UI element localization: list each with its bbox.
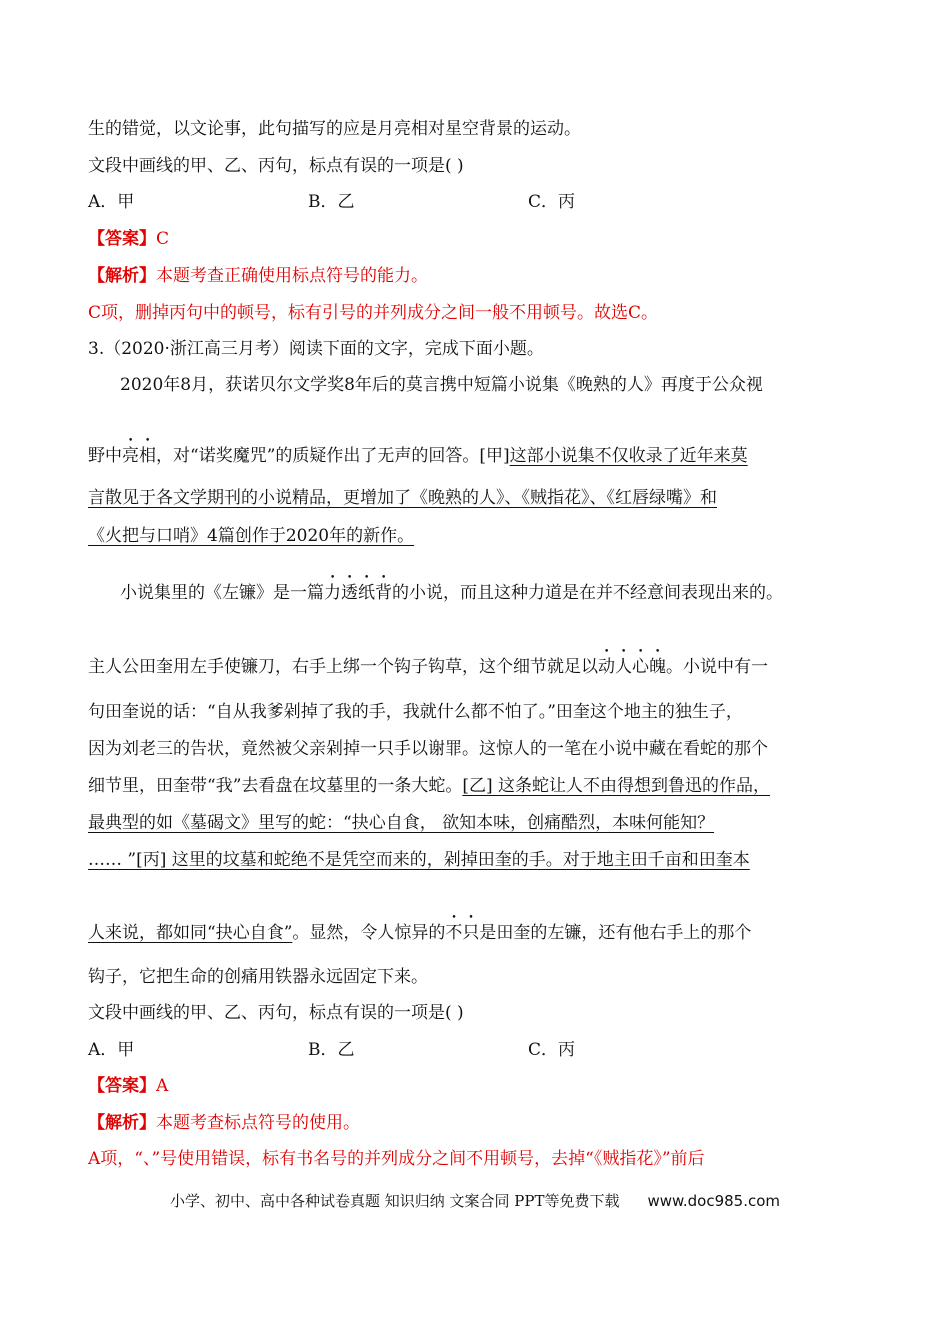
q3-option-b: B．乙 xyxy=(308,1040,355,1060)
q2-answer xyxy=(88,228,169,250)
emphasized-word: 亮相 xyxy=(122,446,156,466)
q3-p2-line9: 钩子，它把生命的创痛用铁器永远固定下来。 xyxy=(88,967,428,987)
q3-p2-line3: 句田奎说的话：“自从我爹剁掉了我的手，我就什么都不怕了。”田奎这个地主的独生子， xyxy=(88,702,743,722)
analysis-label: 【解析】 xyxy=(88,266,156,286)
underlined-sentence-jia: 这部小说集不仅收录了近年来莫 xyxy=(509,446,748,466)
emphasized-word: 不只 xyxy=(445,923,480,943)
text-span: 细节里，田奎带“我”去看盘在坟墓里的一条大蛇。 xyxy=(88,776,463,796)
q3-p1-line1: 2020年8月，获诺贝尔文学奖8年后的莫言携中短篇小说集《晚熟的人》再度于公众视 xyxy=(120,375,763,395)
q2-question: 文段中画线的甲、乙、丙句，标点有误的一项是( ) xyxy=(88,156,464,176)
q2-passage-tail: 生的错觉，以文论事，此句描写的应是月亮相对星空背景的运动。 xyxy=(88,119,581,139)
underlined-sentence-bing-end: 人来说，都如同“抉心自食” xyxy=(88,923,293,943)
q3-analysis-detail: A项，“、”号使用错误，标有书名号的并列成分之间不用顿号，去掉“《贼指花》”前后 xyxy=(88,1149,705,1169)
text-span: 野中 xyxy=(88,446,122,466)
q3-p2-line8 xyxy=(88,913,751,944)
q3-option-c: C．丙 xyxy=(528,1040,576,1060)
emphasized-word: 动人心魄 xyxy=(598,657,666,677)
q3-p2-line6: 最典型的如《墓碣文》里写的蛇：“抉心自食， 欲知本味，创痛酷烈，本味何能知？ xyxy=(88,813,715,833)
q3-p2-line7: …… ”[丙] 这里的坟墓和蛇绝不是凭空而来的，剁掉田奎的手。对于地主田千亩和田奎本 xyxy=(88,850,750,870)
text-span: 。小说中有一 xyxy=(666,657,768,677)
analysis-label: 【解析】 xyxy=(88,1113,156,1133)
text-span: 小说集里的《左镰》是一篇 xyxy=(120,583,324,603)
q3-p1-line2 xyxy=(88,436,748,467)
footer-text: 小学、初中、高中各种试卷真题 知识归纳 文案合同 PPT等免费下载 xyxy=(169,1192,620,1210)
answer-value: A xyxy=(156,1076,169,1096)
q3-p2-line1 xyxy=(120,573,783,604)
q2-option-b: B．乙 xyxy=(308,192,355,212)
text-span: ，对“诺奖魔咒”的质疑作出了无声的回答。[甲] xyxy=(156,446,510,466)
analysis-text: 本题考查正确使用标点符号的能力。 xyxy=(156,266,428,286)
q3-option-a: A．甲 xyxy=(88,1040,135,1060)
page-footer xyxy=(0,1190,950,1212)
text-span: 主人公田奎用左手使镰刀，右手上绑一个钩子钩草，这个细节就足以 xyxy=(88,657,598,677)
emphasized-word: 力透纸背 xyxy=(324,583,392,603)
q3-p2-line4: 因为刘老三的告状，竟然被父亲剁掉一只手以谢罪。这惊人的一笔在小说中藏在看蛇的那个 xyxy=(88,739,768,759)
underlined-sentence-yi: [乙] 这条蛇让人不由得想到鲁迅的作品， xyxy=(462,776,771,796)
text-span: 。显然，令人惊异的 xyxy=(292,923,446,943)
analysis-text: 本题考查标点符号的使用。 xyxy=(156,1113,360,1133)
q2-analysis xyxy=(88,265,428,287)
answer-value: C xyxy=(156,229,170,249)
q3-p1-line3: 言散见于各文学期刊的小说精品，更增加了《晚熟的人》、《贼指花》、《红唇绿嘴》和 xyxy=(88,488,717,508)
text-span: 的小说，而且这种力道是在并不经意间表现出来的。 xyxy=(392,583,783,603)
text-span: 是田奎的左镰，还有他右手上的那个 xyxy=(479,923,752,943)
answer-label: 【答案】 xyxy=(88,1076,156,1096)
q3-answer xyxy=(88,1075,168,1097)
q2-option-c: C．丙 xyxy=(528,192,576,212)
q3-p1-line4: 《火把与口哨》4篇创作于2020年的新作。 xyxy=(88,526,415,546)
q2-analysis-detail: C项，删掉丙句中的顿号，标有引号的并列成分之间一般不用顿号。故选C。 xyxy=(88,303,659,323)
q3-heading: 3.（2020·浙江高三月考）阅读下面的文字，完成下面小题。 xyxy=(88,339,544,359)
answer-label: 【答案】 xyxy=(88,229,156,249)
q3-analysis xyxy=(88,1112,360,1134)
q3-p2-line5 xyxy=(88,775,770,797)
q2-option-a: A．甲 xyxy=(88,192,135,212)
footer-site-link[interactable]: www.doc985.com xyxy=(647,1192,781,1210)
q3-p2-line2 xyxy=(88,647,768,678)
q3-question: 文段中画线的甲、乙、丙句，标点有误的一项是( ) xyxy=(88,1003,464,1023)
